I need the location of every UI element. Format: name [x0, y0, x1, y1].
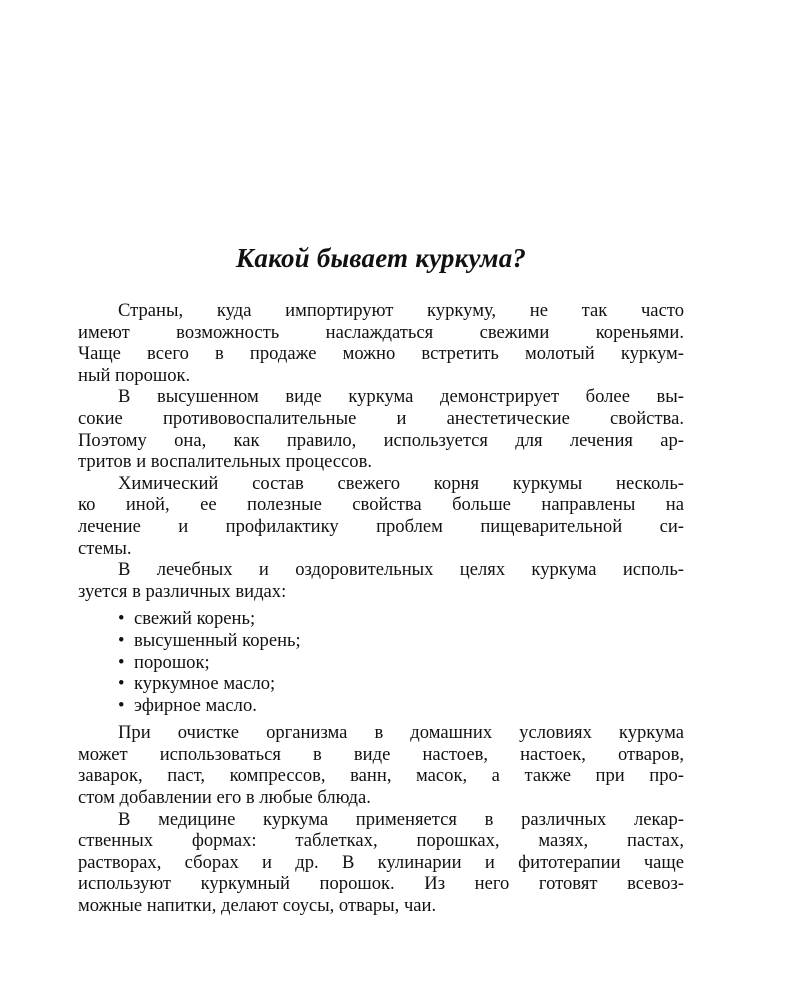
page-content: [78, 238, 684, 917]
bullet-icon: •: [118, 608, 125, 630]
text-line: В лечебных и оздоровительных целях куркума исполь-: [118, 559, 684, 581]
text-line: Химический состав свежего корня куркумы несколь-: [118, 472, 684, 494]
list-item-text: порошок;: [134, 651, 210, 673]
text-line: В медицине куркума применяется в различных лекар-: [118, 808, 684, 830]
text-line: ко иной, ее полезные свойства больше направлены на: [78, 494, 684, 516]
list-item: [118, 673, 684, 695]
text-line: Чаще всего в продаже можно встретить молотый куркум-: [78, 343, 684, 365]
text-line: В высушенном виде куркума демонстрирует более вы-: [118, 386, 684, 408]
list-item-text: высушенный корень;: [134, 629, 301, 651]
text-line: ственных формах: таблетках, порошках, мазях, пастах,: [78, 830, 684, 852]
bullet-icon: •: [118, 673, 125, 695]
text-line: стом добавлении его в любые блюда.: [78, 787, 371, 809]
text-line: может использоваться в виде настоев, настоек, отваров,: [78, 743, 684, 765]
paragraph-4: [78, 559, 684, 602]
list-item: [118, 608, 684, 630]
paragraph-2: [78, 386, 684, 472]
text-line: ный порошок.: [78, 364, 191, 386]
text-line: лечение и профилактику проблем пищеварительной си-: [78, 515, 684, 537]
text-line: тритов и воспалительных процессов.: [78, 451, 373, 473]
bullet-icon: •: [118, 651, 125, 673]
text-line: Поэтому она, как правило, используется для лечения ар-: [78, 429, 684, 451]
paragraph-1: [78, 300, 684, 386]
bullet-icon: •: [118, 694, 125, 716]
paragraph-5: [78, 722, 684, 808]
paragraph-6: [78, 809, 684, 917]
list-item: [118, 695, 684, 717]
text-line: сокие противовоспалительные и анестетические свойства.: [78, 407, 684, 429]
usage-forms-list: [78, 608, 684, 716]
text-line: заварок, паст, компрессов, ванн, масок, а также при про-: [78, 765, 684, 787]
bullet-icon: •: [118, 629, 125, 651]
text-line: можные напитки, делают соусы, отвары, чаи.: [78, 895, 437, 917]
text-line: Страны, куда импортируют куркуму, не так часто: [118, 300, 684, 321]
text-line: используют куркумный порошок. Из него готовят всевоз-: [78, 873, 684, 895]
list-item-text: эфирное масло.: [134, 694, 257, 716]
text-line: При очистке организма в домашних условиях куркума: [118, 722, 684, 744]
paragraph-3: [78, 473, 684, 559]
section-title: Какой бывает куркума?: [235, 243, 527, 273]
list-item: [118, 652, 684, 674]
list-item: [118, 630, 684, 652]
list-item-text: свежий корень;: [134, 608, 256, 630]
text-line: имеют возможность наслаждаться свежими кореньями.: [78, 321, 684, 343]
list-item-text: куркумное масло;: [134, 673, 276, 695]
text-line: стемы.: [78, 537, 132, 559]
text-line: растворах, сборах и др. В кулинарии и фитотерапии чаще: [78, 851, 684, 873]
text-line: зуется в различных видах:: [78, 580, 287, 602]
